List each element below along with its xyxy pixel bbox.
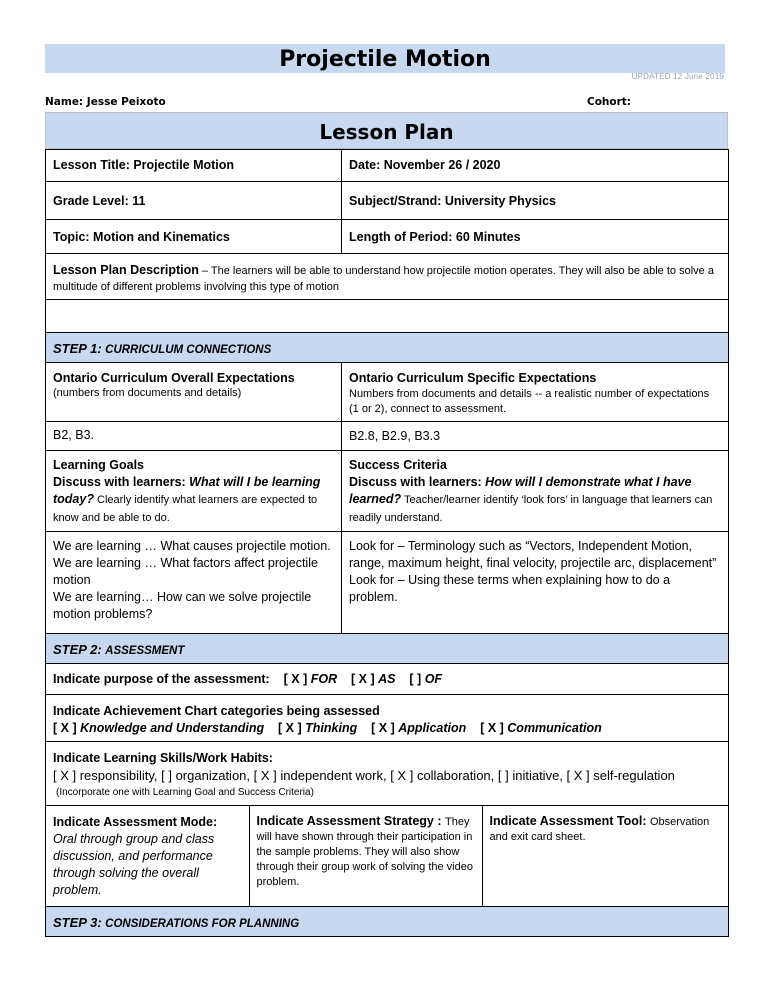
title-banner xyxy=(45,44,725,73)
mode-text: Oral through group and class discussion, and performance through solving the overall problem. xyxy=(53,832,215,897)
assessment-subtable-cell xyxy=(46,806,729,907)
purpose-for-box: [ X ] xyxy=(283,672,311,686)
purpose-as: AS xyxy=(378,672,396,686)
goals-question: What will I be learning today? xyxy=(53,475,321,506)
step1-title: CURRICULUM CONNECTIONS xyxy=(105,344,272,356)
mode-label: Indicate Assessment Mode: xyxy=(53,815,218,829)
success-question: How will I demonstrate what I have learned? xyxy=(349,475,692,506)
goals-discuss: Discuss with learners: xyxy=(53,475,190,489)
blank-row xyxy=(46,300,729,333)
description-text: – The learners will be able to understand how projectile motion operates. They will also be able to solve a multitude of different problems involving this type of motion xyxy=(53,265,714,293)
overall-heading: Ontario Curriculum Overall Expectations xyxy=(53,371,295,385)
goal-item: We are learning … What causes projectile motion. xyxy=(53,539,331,553)
ku-label: Knowledge and Understanding xyxy=(80,721,265,735)
goals-heading: Learning Goals xyxy=(53,458,144,472)
description-cell xyxy=(46,254,729,300)
step1-number: STEP 1: xyxy=(53,341,102,356)
page-title: Projectile Motion xyxy=(279,47,491,72)
ku-box: [ X ] xyxy=(53,721,81,735)
step1-header xyxy=(46,333,729,363)
lookfor-item: Look for – Using these terms when explaining how to do a problem. xyxy=(349,573,671,604)
lookfors-cell xyxy=(342,532,729,634)
length-cell: Length of Period: 60 Minutes xyxy=(342,220,729,254)
success-note: Teacher/learner identify ‘look fors’ in language that learners can readily understand. xyxy=(349,494,713,524)
th-box: [ X ] xyxy=(278,721,306,735)
skills-label: Indicate Learning Skills/Work Habits: xyxy=(53,751,273,765)
lesson-plan-table xyxy=(45,149,729,937)
purpose-for: FOR xyxy=(310,672,338,686)
tool-cell xyxy=(482,806,729,906)
step3-number: STEP 3: xyxy=(53,915,102,930)
achievement-cell xyxy=(46,695,729,742)
tool-text: Observation and exit card sheet. xyxy=(489,816,710,843)
strategy-text: They will have shown through their participation in the sample problems. They will also show through their group work of solving the video problem. xyxy=(256,816,473,888)
ap-box: [ X ] xyxy=(371,721,399,735)
step2-header xyxy=(46,634,729,664)
step2-number: STEP 2: xyxy=(53,642,102,657)
name-field: Name: Jesse Peixoto xyxy=(45,96,166,108)
description-label: Lesson Plan Description xyxy=(53,263,199,277)
goals-note: Clearly identify what learners are expected to know and be able to do. xyxy=(53,494,318,524)
purpose-of: OF xyxy=(424,672,443,686)
chart-label: Indicate Achievement Chart categories being assessed xyxy=(53,704,380,718)
skills-cell xyxy=(46,742,729,806)
success-criteria-cell xyxy=(342,451,729,532)
step3-title: CONSIDERATIONS FOR PLANNING xyxy=(105,918,300,930)
purpose-as-box: [ X ] xyxy=(351,672,379,686)
th-label: Thinking xyxy=(305,721,358,735)
step3-header xyxy=(46,907,729,937)
co-box: [ X ] xyxy=(480,721,508,735)
ap-label: Application xyxy=(398,721,467,735)
purpose-of-box: [ ] xyxy=(409,672,425,686)
assessment-subtable xyxy=(46,806,729,906)
cohort-field: Cohort: xyxy=(587,96,632,108)
date-cell: Date: November 26 / 2020 xyxy=(342,150,729,182)
subject-cell: Subject/Strand: University Physics xyxy=(342,182,729,220)
updated-note: UPDATED 12 June 2019 xyxy=(631,72,724,81)
lesson-plan-heading: Lesson Plan xyxy=(319,120,454,144)
skills-text: [ X ] responsibility, [ ] organization, [ X ] independent work, [ X ] collaboration, [ ] initiative, [ X ] self-regulation xyxy=(53,768,675,783)
learning-goals-cell xyxy=(46,451,342,532)
purpose-cell xyxy=(46,664,729,695)
lesson-plan-banner xyxy=(45,112,728,149)
overall-values: B2, B3. xyxy=(46,422,342,451)
step2-title: ASSESSMENT xyxy=(105,645,185,657)
specific-heading: Ontario Curriculum Specific Expectations xyxy=(349,371,597,385)
lookfor-item: Look for – Terminology such as “Vectors, Independent Motion, range, maximum height, final velocity, projectile arc, displacement” xyxy=(349,539,717,570)
strategy-label: Indicate Assessment Strategy : xyxy=(256,814,445,828)
lesson-title-cell: Lesson Title: Projectile Motion xyxy=(46,150,342,182)
overall-note: (numbers from documents and details) xyxy=(53,387,242,399)
success-discuss: Discuss with learners: xyxy=(349,475,486,489)
mode-cell xyxy=(46,806,249,906)
specific-expectations-cell xyxy=(342,363,729,422)
strategy-cell xyxy=(249,806,482,906)
overall-expectations-cell xyxy=(46,363,342,422)
specific-note: Numbers from documents and details -- a realistic number of expectations (1 or 2), connect to assessment. xyxy=(349,388,710,415)
skills-note: (Incorporate one with Learning Goal and Success Criteria) xyxy=(56,787,314,798)
tool-label: Indicate Assessment Tool: xyxy=(489,814,650,828)
specific-values: B2.8, B2.9, B3.3 xyxy=(342,422,729,451)
name-row xyxy=(45,96,725,108)
success-heading: Success Criteria xyxy=(349,458,447,472)
goal-item: We are learning… How can we solve projectile motion problems? xyxy=(53,590,312,621)
goal-item: We are learning … What factors affect projectile motion xyxy=(53,556,318,587)
topic-cell: Topic: Motion and Kinematics xyxy=(46,220,342,254)
goals-list-cell xyxy=(46,532,342,634)
grade-cell: Grade Level: 11 xyxy=(46,182,342,220)
co-label: Communication xyxy=(507,721,602,735)
purpose-label: Indicate purpose of the assessment: xyxy=(53,672,270,686)
